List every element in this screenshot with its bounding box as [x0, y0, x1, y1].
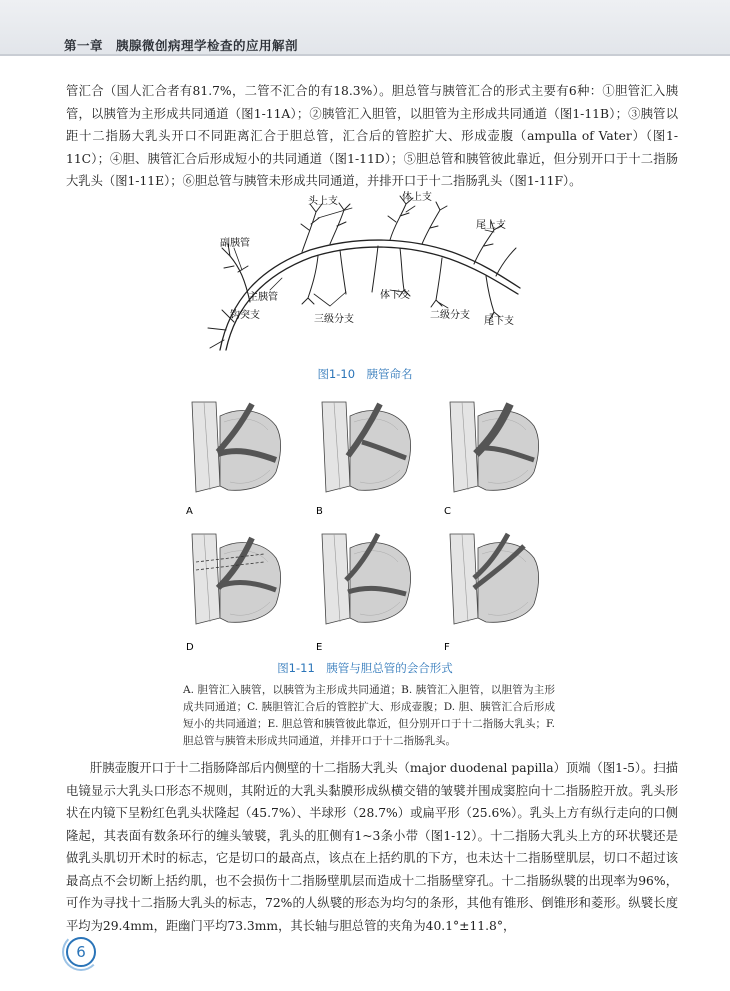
label-uncinate: 钩突支 — [230, 310, 260, 321]
label-tail-upper: 尾上支 — [476, 220, 506, 231]
label-body-lower: 体下支 — [380, 290, 410, 301]
panel-letter-c: C — [444, 506, 451, 517]
figure-1-10-duct-diagram — [190, 190, 530, 360]
label-accessory-duct: 副胰管 — [220, 238, 250, 249]
figure-1-10-caption: 图1-10 胰管命名 — [317, 367, 413, 381]
panel-letter-f: F — [444, 642, 450, 653]
body-paragraph-1: 管汇合（国人汇合者有81.7%，二管不汇合的有18.3%）。胆总管与胰管汇合的形式主要有6种：①胆管汇入胰管，以胰管为主形成共同通道（图1-11A）；②胰管汇入胆管，以胆管为主形成共同通道（图1-11B）；③胰管以距十二指肠大乳头开口不同距离汇合于胆总管，汇合后的管腔扩大、形成壶腹（ampulla of Vater）（图1-11C）；④胆、胰管汇合后形成短小的共同通道（图1-11D）；⑤胆总管和胰管彼此靠近，但分别开口于十二指肠大乳头（图1-11E）；⑥胆总管与胰管未形成共同通道，并排开口于十二指肠乳头（图1-11F）。 — [66, 84, 678, 188]
panel-letter-a: A — [186, 506, 193, 517]
label-body-upper: 体上支 — [402, 192, 432, 203]
header-divider — [0, 54, 730, 56]
label-main-duct: 主胰管 — [248, 292, 278, 303]
panel-b — [316, 402, 411, 517]
body-paragraph-2: 肝胰壶腹开口于十二指肠降部后内侧壁的十二指肠大乳头（major duodenal papilla）顶端（图1-5）。扫描电镜显示大乳头口形态不规则，其附近的大乳头黏膜形成纵横交错的皱襞并围成窦腔向十二指肠腔开放。乳头形状在内镜下呈粉红色乳头状隆起（45.7%）、半球形（28.7%）或扁平形（25.6%）。乳头上方有纵行走向的口侧隆起，其表面有数条环行的缠头皱襞，乳头的肛侧有1~3条小带（图1-12）。十二指肠大乳头上方的环状襞还是做乳头肌切开术时的标志，它是切口的最高点，该点在上括约肌的下方，也未达十二指肠壁肌层，切口不超过该最高点不会切断上括约肌，也不会损伤十二指肠壁肌层而造成十二指肠壁穿孔。十二指肠纵襞的出现率为96%，可作为寻找十二指肠大乳头的标志，72%的人纵襞的形态为均匀的条形，其他有锥形、倒锥形和菱形。纵襞长度平均为29.4mm，距幽门平均73.3mm，其长轴与胆总管的夹角为40.1°±11.8°， — [66, 761, 678, 933]
panel-f — [444, 534, 539, 653]
panel-c — [444, 402, 539, 517]
label-head-upper: 头上支 — [308, 196, 338, 207]
panel-a — [186, 402, 281, 517]
panel-letter-b: B — [316, 506, 323, 517]
panel-letter-e: E — [316, 642, 323, 653]
figure-1-11-legend: A. 胆管汇入胰管，以胰管为主形成共同通道；B. 胰管汇入胆管，以胆管为主形成共同通道；C. 胰胆管汇合后的管腔扩大、形成壶腹；D. 胆、胰管汇合后形成短小的共同通道；E. 胆总管和胰管彼此靠近，但分别开口于十二指肠大乳头；F. 胆总管与胰管未形成共同通道，并排开口于十二指肠乳头。 — [183, 684, 555, 747]
figure-1-11-caption: 图1-11 胰管与胆总管的会合形式 — [277, 661, 453, 675]
label-tail-lower: 尾下支 — [484, 316, 514, 327]
figure-1-11-panels — [180, 396, 560, 658]
panel-letter-d: D — [186, 642, 194, 653]
panel-d — [186, 534, 281, 653]
page-number: 6 — [66, 937, 96, 967]
label-secondary: 二级分支 — [430, 310, 470, 321]
panel-e — [316, 534, 411, 653]
chapter-title: 第一章 胰腺微创病理学检查的应用解剖 — [64, 38, 299, 53]
label-tertiary: 三级分支 — [314, 314, 354, 325]
